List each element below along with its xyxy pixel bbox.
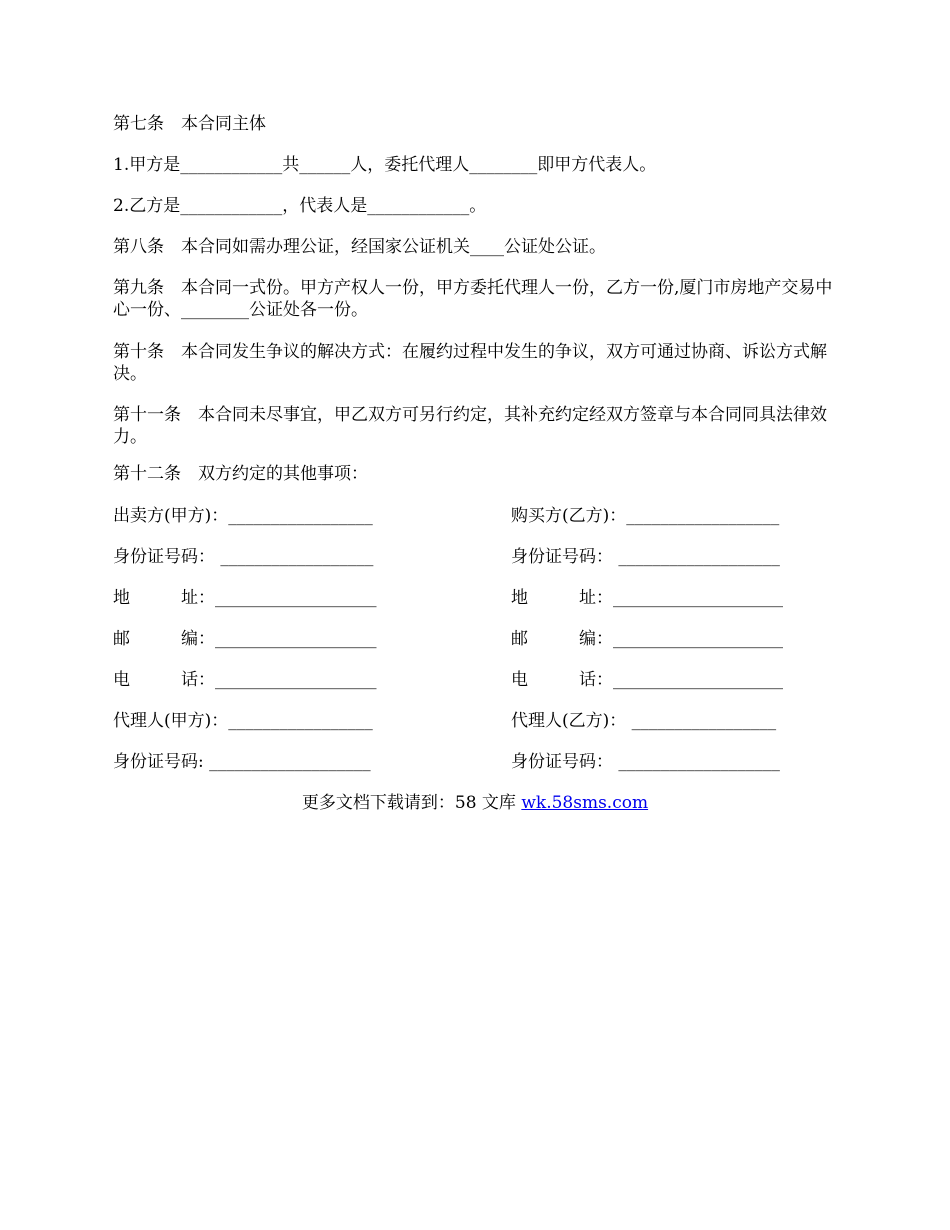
- seller-agent-id-field: 身份证号码: ___________________: [113, 752, 371, 772]
- buyer-field: 购买方(乙方)：__________________: [511, 506, 780, 526]
- seller-id-field: 身份证号码： __________________: [113, 547, 374, 567]
- footer-link[interactable]: wk.58sms.com: [521, 793, 649, 813]
- seller-address-field: 地 址：___________________: [113, 588, 377, 608]
- buyer-agent-field: 代理人(乙方)： _________________: [511, 711, 777, 731]
- clause-7-item-1: 1.甲方是____________共______人，委托代理人________即甲方代表人。: [113, 155, 657, 175]
- clause-8: 第八条 本合同如需办理公证，经国家公证机关____公证处公证。: [113, 237, 606, 257]
- clause-10: 第十条 本合同发生争议的解决方式：在履约过程中发生的争议，双方可通过协商、诉讼方式解决。: [113, 342, 827, 384]
- download-footer: [0, 792, 950, 814]
- clause-9: 第九条 本合同一式份。甲方产权人一份，甲方委托代理人一份，乙方一份,厦门市房地产交易中心一份、________公证处各一份。: [113, 278, 833, 320]
- seller-postcode-field: 邮 编：___________________: [113, 629, 377, 649]
- buyer-id-field: 身份证号码： ___________________: [511, 547, 780, 567]
- clause-11: 第十一条 本合同未尽事宜，甲乙双方可另行约定，其补充约定经双方签章与本合同同具法律效力。: [113, 405, 827, 447]
- clause-7-item-2: 2.乙方是____________，代表人是____________。: [113, 196, 487, 216]
- buyer-postcode-field: 邮 编：____________________: [511, 629, 783, 649]
- clause-7-title: 第七条 本合同主体: [113, 114, 266, 134]
- seller-field: 出卖方(甲方)：_________________: [113, 506, 373, 526]
- buyer-agent-id-field: 身份证号码： ___________________: [511, 752, 780, 772]
- buyer-address-field: 地 址：____________________: [511, 588, 783, 608]
- seller-agent-field: 代理人(甲方)：_________________: [113, 711, 373, 731]
- seller-phone-field: 电 话：___________________: [113, 670, 377, 690]
- buyer-phone-field: 电 话：____________________: [511, 670, 783, 690]
- clause-12: 第十二条 双方约定的其他事项：: [113, 464, 368, 484]
- footer-text: 更多文档下载请到：58 文库: [301, 793, 522, 813]
